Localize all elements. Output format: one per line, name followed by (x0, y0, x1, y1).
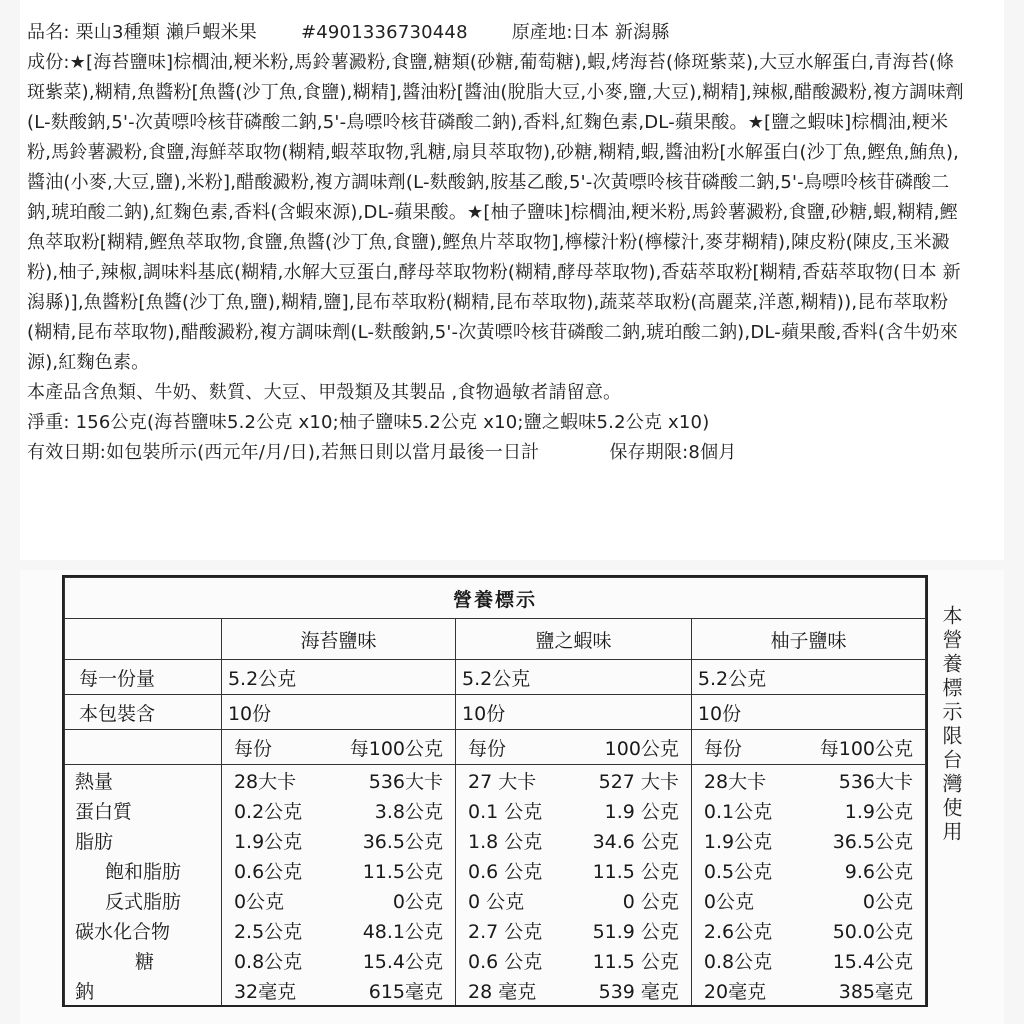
per-100g-value: 36.5公克 (362, 830, 444, 853)
shelf-life: 保存期限:8個月 (609, 442, 737, 463)
per-serving-value: 1.8 公克 (468, 830, 543, 853)
per-100g-value: 3.8公克 (374, 800, 444, 823)
flavor-header-empty (65, 619, 222, 660)
column-heads-shrimp (456, 730, 692, 765)
per-serving-value: 0.6 公克 (468, 950, 543, 973)
nutrient-label: 糖 (65, 945, 222, 975)
column-heads-seaweed (221, 730, 455, 765)
per-100g-value: 0公克 (862, 890, 913, 913)
per-serving-value: 1.9公克 (703, 830, 773, 853)
per-100g-value: 1.9公克 (844, 800, 913, 823)
per-serving-head: 每份 (703, 737, 742, 760)
per-100g-head: 每100公克 (349, 737, 444, 760)
column-heads-empty (65, 730, 222, 765)
per-100g-value: 536大卡 (838, 770, 913, 793)
allergen-notice: 本產品含魚類、牛奶、麩質、大豆、甲殼類及其製品 ,食物過敏者請留意。 (27, 382, 622, 403)
serving-size-shrimp: 5.2公克 (456, 660, 692, 695)
per-100g-value: 615毫克 (368, 980, 444, 1003)
nutrient-values (456, 825, 692, 855)
per-100g-value: 50.0公克 (832, 920, 913, 943)
per-serving-value: 0.6公克 (233, 860, 303, 883)
nutrition-title: 營養標示 (65, 578, 926, 619)
per-serving-value: 0.8公克 (703, 950, 773, 973)
product-info-block (27, 18, 967, 468)
per-100g-value: 15.4公克 (832, 950, 913, 973)
nutrient-values (456, 975, 692, 1005)
nutrient-values (221, 945, 455, 975)
per-serving-value: 0.6 公克 (468, 860, 543, 883)
per-serving-head: 每份 (233, 737, 272, 760)
nutrient-values (456, 915, 692, 945)
nutrient-row (65, 855, 926, 885)
per-100g-value: 48.1公克 (362, 920, 444, 943)
nutrient-values (691, 945, 925, 975)
nutrient-values (456, 795, 692, 825)
nutrient-label: 鈉 (65, 975, 222, 1005)
side-note: 本營養標示限台灣使用 (939, 605, 963, 845)
per-serving-value: 2.6公克 (703, 920, 773, 943)
nutrient-values (691, 885, 925, 915)
per-100g-value: 1.9 公克 (604, 800, 679, 823)
nutrient-values (691, 975, 925, 1005)
per-100g-value: 536大卡 (368, 770, 444, 793)
per-serving-value: 2.5公克 (233, 920, 303, 943)
per-serving-value: 1.9公克 (233, 830, 303, 853)
per-100g-value: 385毫克 (838, 980, 913, 1003)
serving-size-label-text: 每一份量 (79, 667, 156, 690)
nutrient-values (691, 765, 925, 796)
nutrient-row (65, 765, 926, 796)
column-heads-yuzu (691, 730, 925, 765)
nutrient-values (221, 855, 455, 885)
per-100g-value: 34.6 公克 (592, 830, 679, 853)
servings-label-text: 本包裝含 (79, 702, 156, 725)
nutrient-label: 熱量 (65, 765, 222, 796)
per-serving-value: 0 公克 (468, 890, 525, 913)
per-serving-value: 0.8公克 (233, 950, 303, 973)
ingredients-text: 成份:★[海苔鹽味]棕櫚油,粳米粉,馬鈴薯澱粉,食鹽,糖類(砂糖,葡萄糖),蝦,烤海苔(條斑紫菜),大豆水解蛋白,青海苔(條斑紫菜),糊精,魚醬粉[魚醬(沙丁魚,食鹽),糊精],醬油粉[醬油(脫脂大豆,小麥,鹽,大豆),糊精],辣椒,醋酸澱粉,複方調味劑(L-麩酸鈉,5'-次黃嘌呤核苷磷酸二鈉,5'-鳥嘌呤核苷磷酸二鈉),香料,紅麴色素,DL-蘋果酸。★[鹽之蝦味]棕櫚油,粳米粉,馬鈴薯澱粉,食鹽,海鮮萃取物(糊精,蝦萃取物,乳糖,扇貝萃取物),砂糖,糊精,蝦,醬油粉[水解蛋白(沙丁魚,鰹魚,鮪魚),醬油(小麥,大豆,鹽),米粉],醋酸澱粉,複方調味劑(L-麩酸鈉,胺基乙酸,5'-次黃嘌呤核苷磷酸二鈉,5'-鳥嘌呤核苷磷酸二鈉,琥珀酸二鈉),紅麴色素,香料(含蝦來源),DL-蘋果酸。★[柚子鹽味]棕櫚油,粳米粉,馬鈴薯澱粉,食鹽,砂糖,蝦,糊精,鰹魚萃取粉[糊精,鰹魚萃取物,食鹽,魚醬(沙丁魚,食鹽),鰹魚片萃取物],檸檬汁粉(檸檬汁,麥芽糊精),陳皮粉(陳皮,玉米澱粉),柚子,辣椒,調味料基底(糊精,水解大豆蛋白,酵母萃取物粉(糊精,酵母萃取物),香菇萃取粉[糊精,香菇萃取物(日本 新潟縣)],魚醬粉[魚醬(沙丁魚,鹽),糊精,鹽],昆布萃取粉(糊精,昆布萃取物),蔬菜萃取粉(高麗菜,洋蔥,糊精)),昆布萃取粉(糊精,昆布萃取物),醋酸澱粉,複方調味劑(L-麩酸鈉,5'-次黃嘌呤核苷磷酸二鈉,琥珀酸二鈉),DL-蘋果酸,香料(含牛奶來源),紅麴色素。 (27, 52, 964, 373)
per-serving-value: 28大卡 (233, 770, 297, 793)
flavor-salt-shrimp: 鹽之蝦味 (456, 619, 692, 660)
header-row (27, 18, 967, 48)
servings-label (65, 695, 222, 730)
nutrient-values (456, 855, 692, 885)
nutrient-row (65, 825, 926, 855)
nutrient-row (65, 885, 926, 915)
nutrient-values (691, 825, 925, 855)
nutrition-table (62, 575, 928, 1007)
per-100g-value: 11.5 公克 (592, 860, 679, 883)
per-100g-head: 100公克 (604, 737, 679, 760)
expiry-row (27, 438, 967, 468)
nutrient-values (221, 915, 455, 945)
per-serving-value: 28大卡 (703, 770, 767, 793)
barcode-number: #4901336730448 (300, 22, 468, 43)
per-serving-value: 0公克 (233, 890, 285, 913)
nutrient-values (691, 795, 925, 825)
per-100g-head: 每100公克 (819, 737, 913, 760)
flavor-seaweed-salt: 海苔鹽味 (221, 619, 455, 660)
nutrient-values (221, 975, 455, 1005)
net-weight: 淨重: 156公克(海苔鹽味5.2公克 x10;柚子鹽味5.2公克 x10;鹽之蝦味5.2公克 x10) (27, 412, 710, 433)
nutrient-values (456, 765, 692, 796)
per-serving-value: 0.1 公克 (468, 800, 543, 823)
nutrient-values (456, 945, 692, 975)
origin: 原產地:日本 新潟縣 (511, 22, 670, 43)
nutrient-label: 反式脂肪 (65, 885, 222, 915)
per-100g-value: 36.5公克 (832, 830, 913, 853)
per-serving-value: 0.1公克 (703, 800, 773, 823)
nutrient-row (65, 945, 926, 975)
per-100g-value: 0 公克 (622, 890, 679, 913)
nutrient-label: 飽和脂肪 (65, 855, 222, 885)
per-serving-value: 0公克 (703, 890, 755, 913)
nutrient-row (65, 795, 926, 825)
per-100g-value: 51.9 公克 (592, 920, 679, 943)
serving-size-label (65, 660, 222, 695)
servings-seaweed: 10份 (221, 695, 455, 730)
per-serving-value: 0.2公克 (233, 800, 303, 823)
nutrient-label: 碳水化合物 (65, 915, 222, 945)
per-100g-value: 527 大卡 (598, 770, 679, 793)
product-name: 品名: 栗山3種類 瀨戶蝦米果 (27, 22, 257, 43)
nutrient-row (65, 915, 926, 945)
serving-size-yuzu: 5.2公克 (691, 660, 925, 695)
nutrient-values (691, 915, 925, 945)
nutrient-values (221, 825, 455, 855)
per-serving-value: 2.7 公克 (468, 920, 543, 943)
nutrient-values (221, 885, 455, 915)
per-100g-value: 0公克 (392, 890, 444, 913)
per-serving-value: 27 大卡 (468, 770, 537, 793)
nutrient-row (65, 975, 926, 1005)
nutrient-label: 蛋白質 (65, 795, 222, 825)
nutrient-label: 脂肪 (65, 825, 222, 855)
per-100g-value: 539 毫克 (598, 980, 679, 1003)
per-serving-head: 每份 (468, 737, 507, 760)
per-100g-value: 9.6公克 (844, 860, 913, 883)
per-100g-value: 11.5公克 (362, 860, 444, 883)
per-100g-value: 15.4公克 (362, 950, 444, 973)
servings-yuzu: 10份 (691, 695, 925, 730)
servings-shrimp: 10份 (456, 695, 692, 730)
nutrient-values (221, 765, 455, 796)
nutrient-values (221, 795, 455, 825)
per-serving-value: 0.5公克 (703, 860, 773, 883)
flavor-yuzu-salt: 柚子鹽味 (691, 619, 925, 660)
nutrient-values (456, 885, 692, 915)
per-100g-value: 11.5 公克 (592, 950, 679, 973)
expiry-date: 有效日期:如包裝所示(西元年/月/日),若無日則以當月最後一日計 (27, 442, 540, 463)
nutrient-values (691, 855, 925, 885)
per-serving-value: 28 毫克 (468, 980, 537, 1003)
per-serving-value: 20毫克 (703, 980, 767, 1003)
per-serving-value: 32毫克 (233, 980, 297, 1003)
serving-size-seaweed: 5.2公克 (221, 660, 455, 695)
nutrient-rows (65, 765, 926, 1006)
